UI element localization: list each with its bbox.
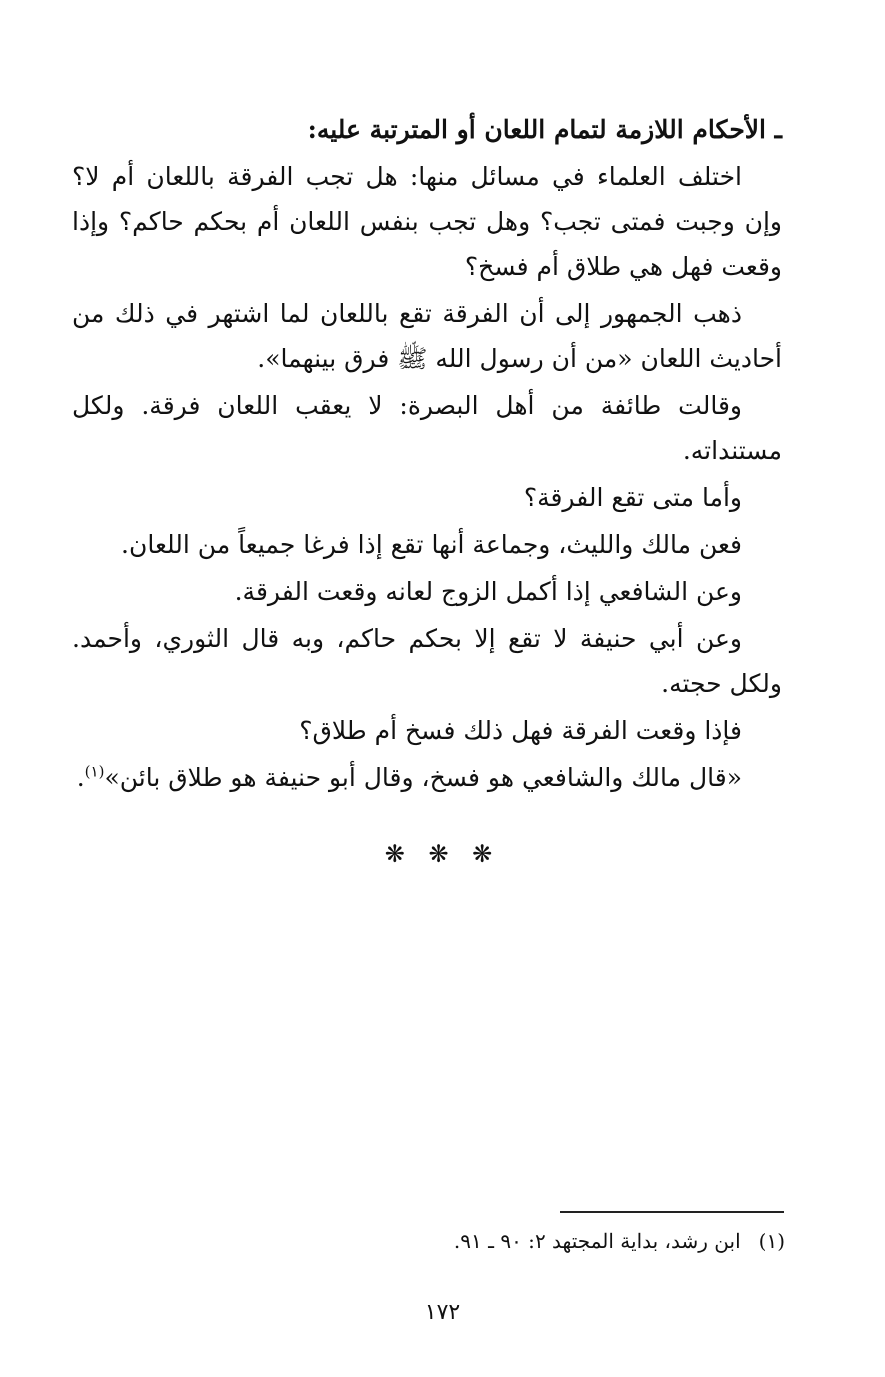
quote-text: «قال مالك والشافعي هو فسخ، وقال أبو حنيفة هو طلاق بائن» — [104, 763, 742, 792]
paragraph-3: وقالت طائفة من أهل البصرة: لا يعقب اللعان فرقة. ولكل مستنداته. — [72, 391, 782, 465]
paragraph-5: فعن مالك والليث، وجماعة أنها تقع إذا فرغا جميعاً من اللعان. — [121, 530, 742, 559]
page-number: ١٧٢ — [424, 1300, 461, 1325]
page-body — [72, 108, 782, 802]
paragraph-2: ذهب الجمهور إلى أن الفرقة تقع باللعان لما اشتهر في ذلك من أحاديث اللعان «من أن رسول الله ﷺ فرق بينهما». — [72, 299, 782, 373]
section-separator: ❋ ❋ ❋ — [384, 840, 501, 868]
paragraph-4: وأما متى تقع الفرقة؟ — [523, 483, 742, 512]
footnote-divider — [560, 1211, 784, 1213]
footnote-number: (١) — [758, 1229, 785, 1253]
quote-end: . — [76, 763, 85, 792]
quote-paragraph — [72, 755, 782, 800]
footnote-text: ابن رشد، بداية المجتهد ٢: ٩٠ ـ ٩١. — [453, 1229, 741, 1253]
footnote-reference: (١) — [84, 762, 105, 781]
section-heading: ـ الأحكام اللازمة لتمام اللعان أو المترتبة عليه: — [307, 115, 782, 144]
paragraph-8: فإذا وقعت الفرقة فهل ذلك فسخ أم طلاق؟ — [299, 716, 742, 745]
footnote — [185, 1226, 785, 1256]
paragraph-7: وعن أبي حنيفة لا تقع إلا بحكم حاكم، وبه قال الثوري، وأحمد. ولكل حجته. — [72, 624, 782, 698]
paragraph-6: وعن الشافعي إذا أكمل الزوج لعانه وقعت الفرقة. — [234, 577, 742, 606]
paragraph-1: اختلف العلماء في مسائل منها: هل تجب الفرقة باللعان أم لا؟ وإن وجبت فمتى تجب؟ وهل تجب بنفس اللعان أم بحكم حاكم؟ وإذا وقعت فهل هي طلاق أم فسخ؟ — [72, 162, 782, 281]
